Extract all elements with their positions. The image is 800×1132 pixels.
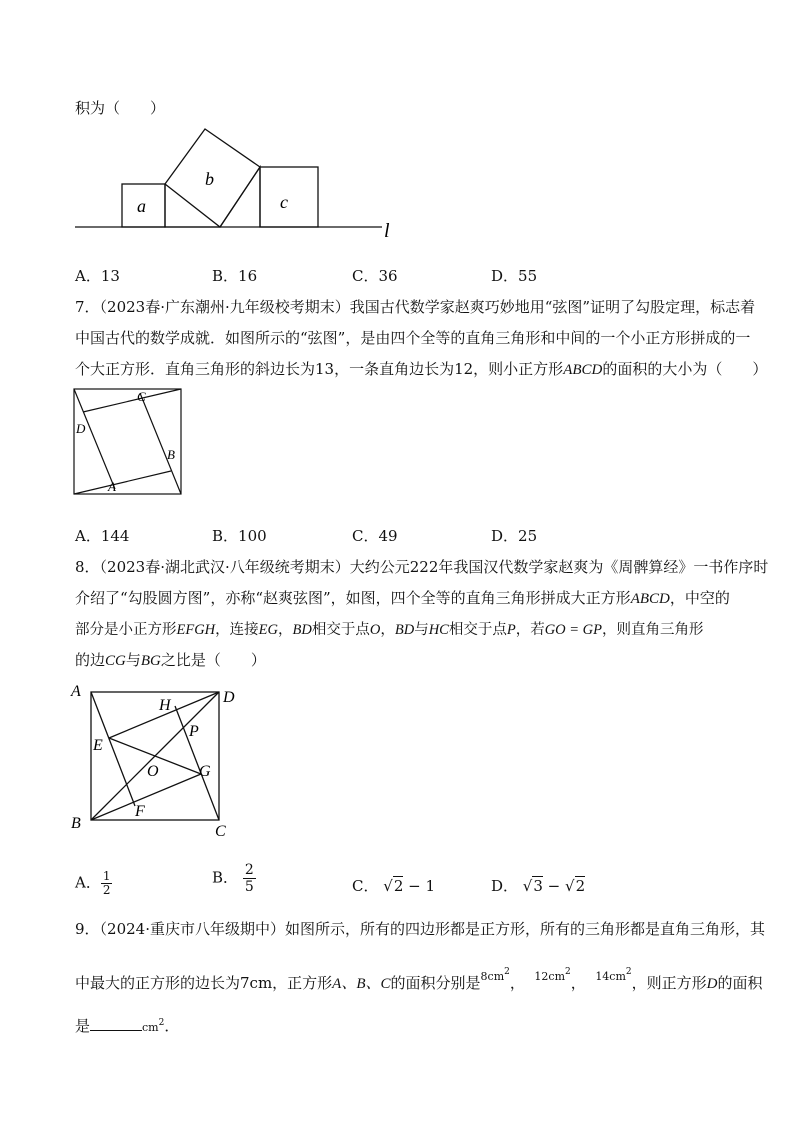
q7-line1: 7．（2023春·广东潮州·九年级校考期末）我国古代数学家赵爽巧妙地用“弦图”证明了勾股定理，标志着 [75,298,756,316]
q6-option-d[interactable]: D．55 [491,267,538,285]
q8-line2: 介绍了“勾股圆方图”，亦称“赵爽弦图”，如图，四个全等的直角三角形拼成大正方形ABCD，中空的 [75,589,730,607]
label-b: b [205,169,214,189]
label-E: E [93,737,103,754]
label-B: B [167,447,175,462]
outer-square [74,389,181,494]
q7-option-a[interactable]: A．144 [75,527,130,545]
answer-blank[interactable] [90,1030,142,1031]
q8-line1: 8．（2023春·湖北武汉·八年级统考期末）大约公元222年我国汉代数学家赵爽为《周髀算经》一书作序时 [75,558,769,576]
label-F: F [135,803,145,820]
label-D: D [223,689,235,706]
q9-line3: 是 $cm^2$． [75,1017,180,1035]
q7-option-b[interactable]: B．100 [212,527,267,545]
label-B: B [71,815,81,832]
q6-tail: 积为（ ） [75,99,166,117]
q9-line1: 9．（2024·重庆市八年级期中）如图所示，所有的四边形都是正方形，所有的三角形都是直角三角形，其 [75,920,765,938]
label-l: l [384,220,390,242]
q7-option-c[interactable]: C．49 [352,527,398,545]
label-H: H [159,697,171,714]
label-G: G [199,763,211,780]
label-C: C [137,389,146,404]
q7-option-d[interactable]: D．25 [491,527,538,545]
q7-line3: 个大正方形．直角三角形的斜边长为13，一条直角边长为12，则小正方形ABCD的面积的大小为（ ） [75,360,768,378]
q8-option-d[interactable]: D． √3 − √2 [491,877,586,895]
fraction: $\frac{2}{5}$ [244,862,254,895]
triangle-right [220,167,260,227]
q8-line3: 部分是小正方形EFGH，连接EG，BD相交于点O，BD与HC相交于点P，若GO = GP，则直角三角形 [75,622,704,638]
label-c: c [280,192,288,212]
q6-option-c[interactable]: C．36 [352,267,398,285]
label-A: A [71,683,81,700]
label-D: D [76,421,86,436]
q8-figure [65,678,245,843]
q7-figure [70,385,188,497]
q6-option-a[interactable]: A．13 [75,267,120,285]
q9-line2: 中最大的正方形的边长为7cm，正方形A、B、C的面积分别是$^{8cm2}$， $^{12cm2}$， $^{14cm2}$，则正方形D的面积 [75,967,763,992]
label-A: A [108,479,116,494]
square-c [260,167,318,227]
q8-option-c[interactable]: C． √2 − 1 [352,877,436,895]
fraction: $\frac{1}{2}$ [102,869,111,897]
q6-figure [70,120,410,245]
label-O: O [147,763,159,780]
q8-line4: 的边CG与BG之比是（ ） [75,651,266,669]
label-P: P [189,723,199,740]
q7-line2: 中国古代的数学成就．如图所示的“弦图”，是由四个全等的直角三角形和中间的一个小正方形拼成的一 [75,329,751,347]
q8-option-a[interactable]: A． $\frac{1}{2}$ [75,869,111,897]
q8-option-b[interactable]: B． $\frac{2}{5}$ [212,862,254,895]
q6-option-b[interactable]: B．16 [212,267,258,285]
label-a: a [137,196,146,216]
label-C: C [215,823,226,840]
